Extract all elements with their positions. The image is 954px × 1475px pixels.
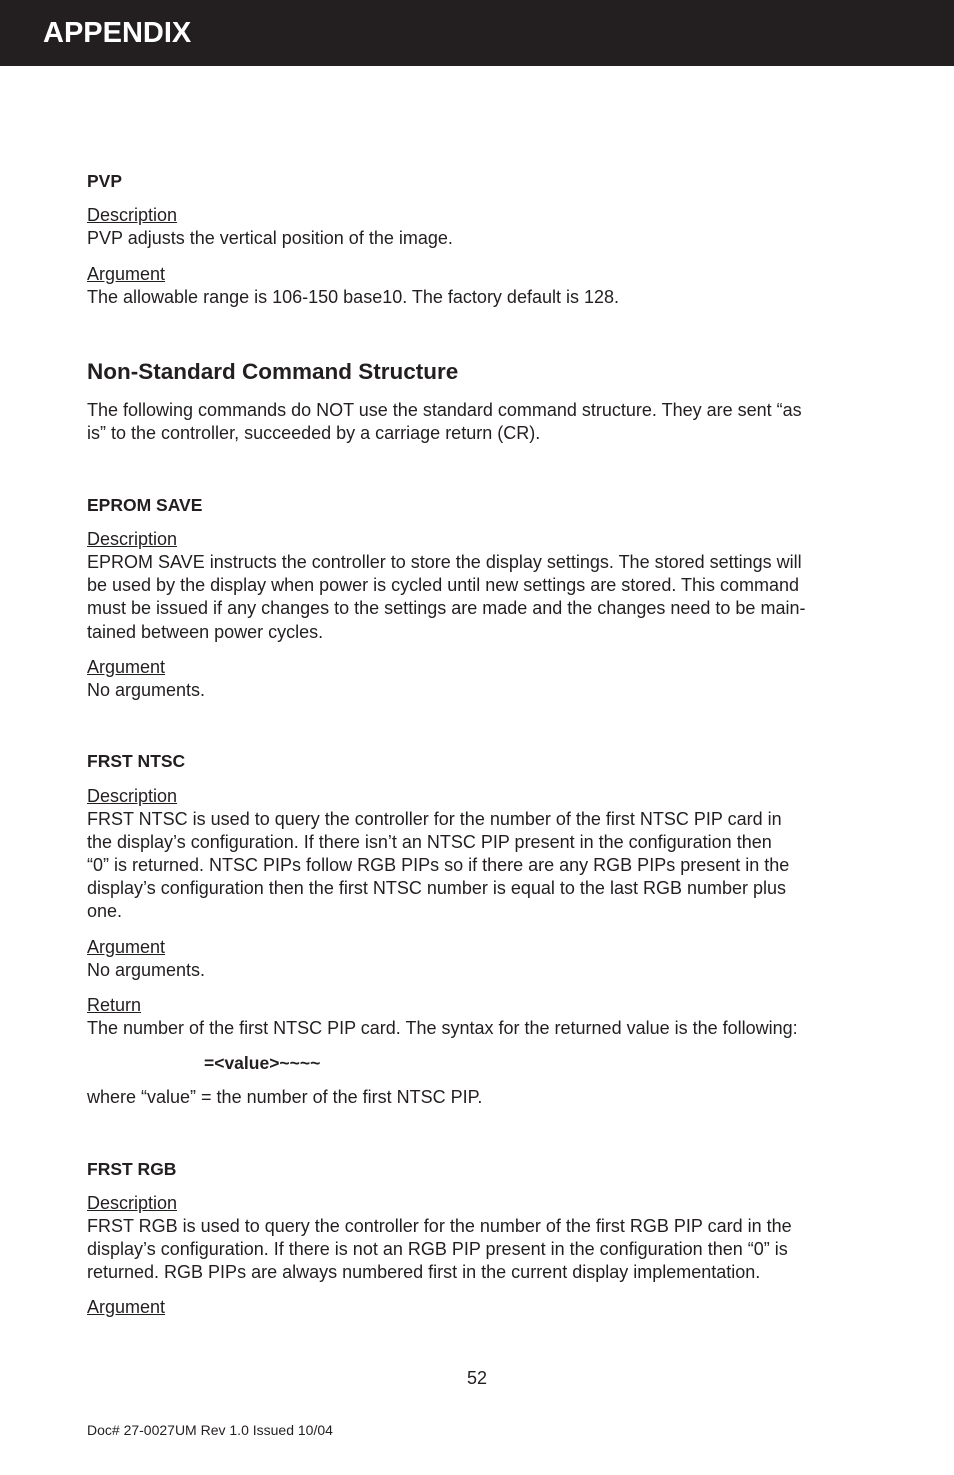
frst-ntsc-argument-label: Argument (87, 937, 166, 957)
return-syntax: =<value>~~~~ (204, 1053, 321, 1073)
eprom-save-description-line: be used by the display when power is cycled until new settings are stored. This command (87, 575, 800, 595)
pvp-argument-text: The allowable range is 106-150 base10. The factory default is 128. (87, 287, 620, 307)
frst-rgb-description-line: returned. RGB PIPs are always numbered first in the current display implementation. (87, 1262, 761, 1282)
eprom-save-description-line: must be issued if any changes to the settings are made and the changes need to be main- (87, 598, 806, 618)
pvp-description-label: Description (87, 205, 178, 225)
eprom-save-description-line: EPROM SAVE instructs the controller to store the display settings. The stored settings will (87, 552, 802, 572)
command-title-frst-ntsc: FRST NTSC (87, 751, 186, 771)
frst-rgb-description-label: Description (87, 1193, 178, 1213)
frst-ntsc-where-text: where “value” = the number of the first NTSC PIP. (87, 1087, 483, 1107)
frst-ntsc-argument-text: No arguments. (87, 960, 206, 980)
document-info: Doc# 27-0027UM Rev 1.0 Issued 10/04 (87, 1422, 333, 1438)
frst-ntsc-description-line: one. (87, 901, 123, 921)
command-title-frst-rgb: FRST RGB (87, 1159, 177, 1179)
pvp-argument-label: Argument (87, 264, 166, 284)
frst-ntsc-description-label: Description (87, 786, 178, 806)
pvp-description-text: PVP adjusts the vertical position of the image. (87, 228, 453, 248)
frst-ntsc-return-label: Return (87, 995, 142, 1015)
frst-ntsc-description-line: FRST NTSC is used to query the controller for the number of the first NTSC PIP card in (87, 809, 782, 829)
frst-ntsc-description-line: the display’s configuration. If there isn’t an NTSC PIP present in the configuration then (87, 832, 772, 852)
eprom-save-argument-label: Argument (87, 657, 166, 677)
frst-ntsc-return-text: The number of the first NTSC PIP card. The syntax for the returned value is the following: (87, 1018, 798, 1038)
nonstandard-intro-line: The following commands do NOT use the standard command structure. They are sent “as (87, 400, 802, 420)
frst-rgb-description-line: FRST RGB is used to query the controller for the number of the first RGB PIP card in the (87, 1216, 792, 1236)
frst-ntsc-description-line: display’s configuration then the first NTSC number is equal to the last RGB number plus (87, 878, 787, 898)
frst-rgb-argument-label: Argument (87, 1297, 166, 1317)
header-bar (0, 0, 954, 66)
command-title-eprom-save: EPROM SAVE (87, 495, 203, 515)
eprom-save-argument-text: No arguments. (87, 680, 206, 700)
eprom-save-description-line: tained between power cycles. (87, 622, 324, 642)
section-heading-nonstandard: Non-Standard Command Structure (87, 359, 459, 384)
page-section-title: APPENDIX (43, 17, 192, 49)
frst-rgb-description-line: display’s configuration. If there is not an RGB PIP present in the configuration then “0” is (87, 1239, 788, 1259)
frst-ntsc-description-line: “0” is returned. NTSC PIPs follow RGB PIPs so if there are any RGB PIPs present in the (87, 855, 790, 875)
page-number: 52 (466, 1368, 488, 1388)
eprom-save-description-label: Description (87, 529, 178, 549)
command-title-pvp: PVP (87, 171, 123, 191)
nonstandard-intro-line: is” to the controller, succeeded by a carriage return (CR). (87, 423, 541, 443)
